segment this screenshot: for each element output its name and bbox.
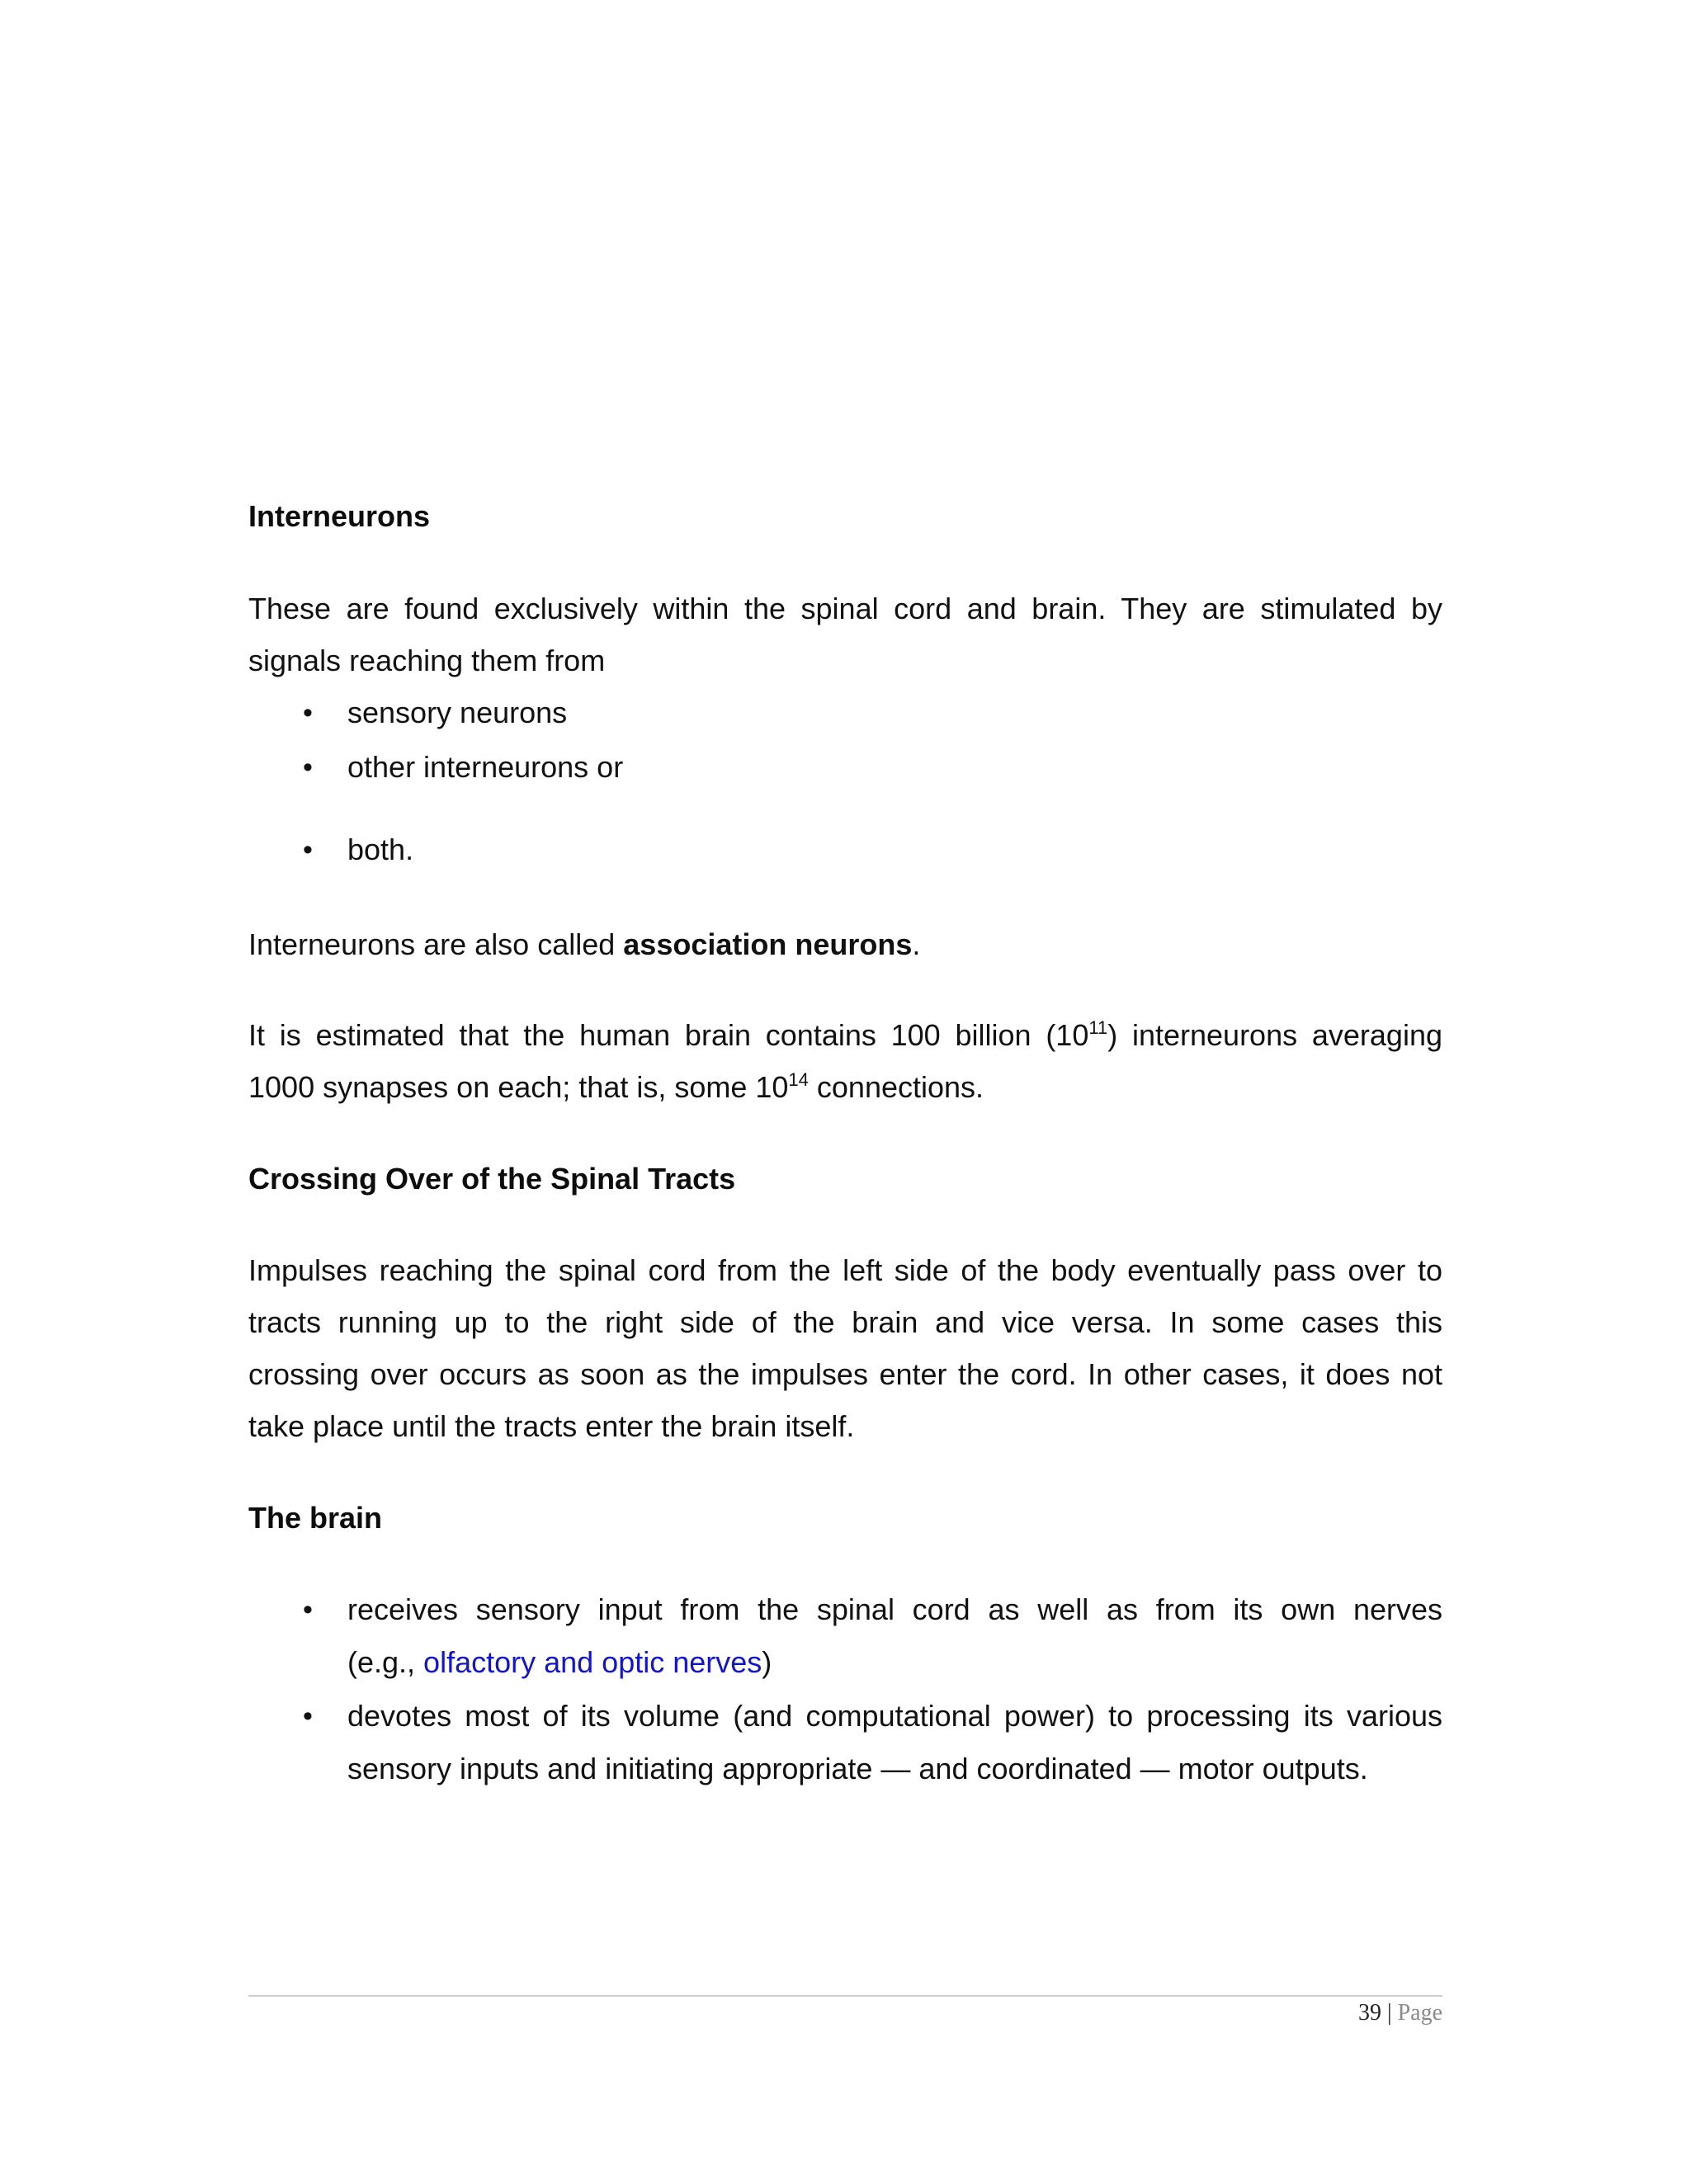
- text-fragment: .: [912, 927, 921, 961]
- text-line: receives sensory input from the spinal cord as well as from its own nerves: [347, 1592, 1442, 1626]
- text-fragment: ) interneurons averaging: [1107, 1018, 1442, 1052]
- text-line: crossing over occurs as soon as the impulses enter the cord. In other cases, it does not: [248, 1357, 1442, 1391]
- text-line: signals reaching them from: [248, 644, 606, 677]
- superscript: 14: [788, 1069, 809, 1090]
- text-fragment: ): [762, 1645, 772, 1679]
- text-line: These are found exclusively within the spinal cord and brain. They are stimulated by: [248, 592, 1442, 625]
- text-line: [248, 918, 1442, 970]
- paragraph-interneurons-intro: [248, 583, 1442, 686]
- text-line: [248, 1061, 1442, 1113]
- text-fragment: Interneurons are also called: [248, 927, 624, 961]
- page-number-value: 39: [1357, 2000, 1381, 2026]
- list-item-text: both.: [347, 833, 414, 866]
- bullet-icon: •: [303, 1701, 313, 1732]
- list-item-text: [347, 1690, 1442, 1795]
- page-label: Page: [1397, 2000, 1442, 2026]
- page-number: [1277, 1997, 1442, 2030]
- text-line: take place until the tracts enter the brain itself.: [248, 1409, 855, 1443]
- text-line: tracts running up to the right side of the brain and vice versa. In some cases this: [248, 1305, 1442, 1339]
- text-fragment: 1000 synapses on each; that is, some 10: [248, 1070, 789, 1104]
- bullet-icon: •: [303, 834, 313, 866]
- text-line: [248, 1009, 1442, 1061]
- text-line: [347, 1636, 1442, 1689]
- superscript: 11: [1088, 1017, 1108, 1038]
- list-item-text: [347, 1583, 1442, 1689]
- bullet-icon: •: [303, 752, 313, 783]
- footer-divider: [248, 1995, 1442, 1997]
- bullet-icon: •: [303, 697, 313, 729]
- list-item-text: sensory neurons: [347, 696, 568, 729]
- page-separator: |: [1386, 2000, 1392, 2026]
- bullet-icon: •: [303, 1594, 313, 1625]
- text-line: Impulses reaching the spinal cord from the left side of the body eventually pass over to: [248, 1253, 1442, 1287]
- paragraph-association-neurons: [248, 918, 1442, 970]
- olfactory-optic-nerves-link[interactable]: olfactory and optic nerves: [423, 1645, 762, 1679]
- text-line: sensory inputs and initiating appropriate — and coordinated — motor outputs.: [347, 1752, 1368, 1785]
- text-fragment: It is estimated that the human brain contains 100 billion (10: [248, 1018, 1089, 1052]
- paragraph-crossing-over: [248, 1244, 1442, 1452]
- text-fragment: (e.g.,: [347, 1645, 424, 1679]
- bold-term: association neurons: [623, 927, 913, 961]
- heading-interneurons: Interneurons: [248, 499, 431, 533]
- paragraph-brain-estimate: [248, 1009, 1442, 1113]
- heading-crossing-over: Crossing Over of the Spinal Tracts: [248, 1162, 736, 1196]
- list-item-text: other interneurons or: [347, 750, 624, 784]
- text-fragment: connections.: [808, 1070, 984, 1104]
- text-line: devotes most of its volume (and computational power) to processing its various: [347, 1699, 1442, 1733]
- heading-the-brain: The brain: [248, 1501, 383, 1535]
